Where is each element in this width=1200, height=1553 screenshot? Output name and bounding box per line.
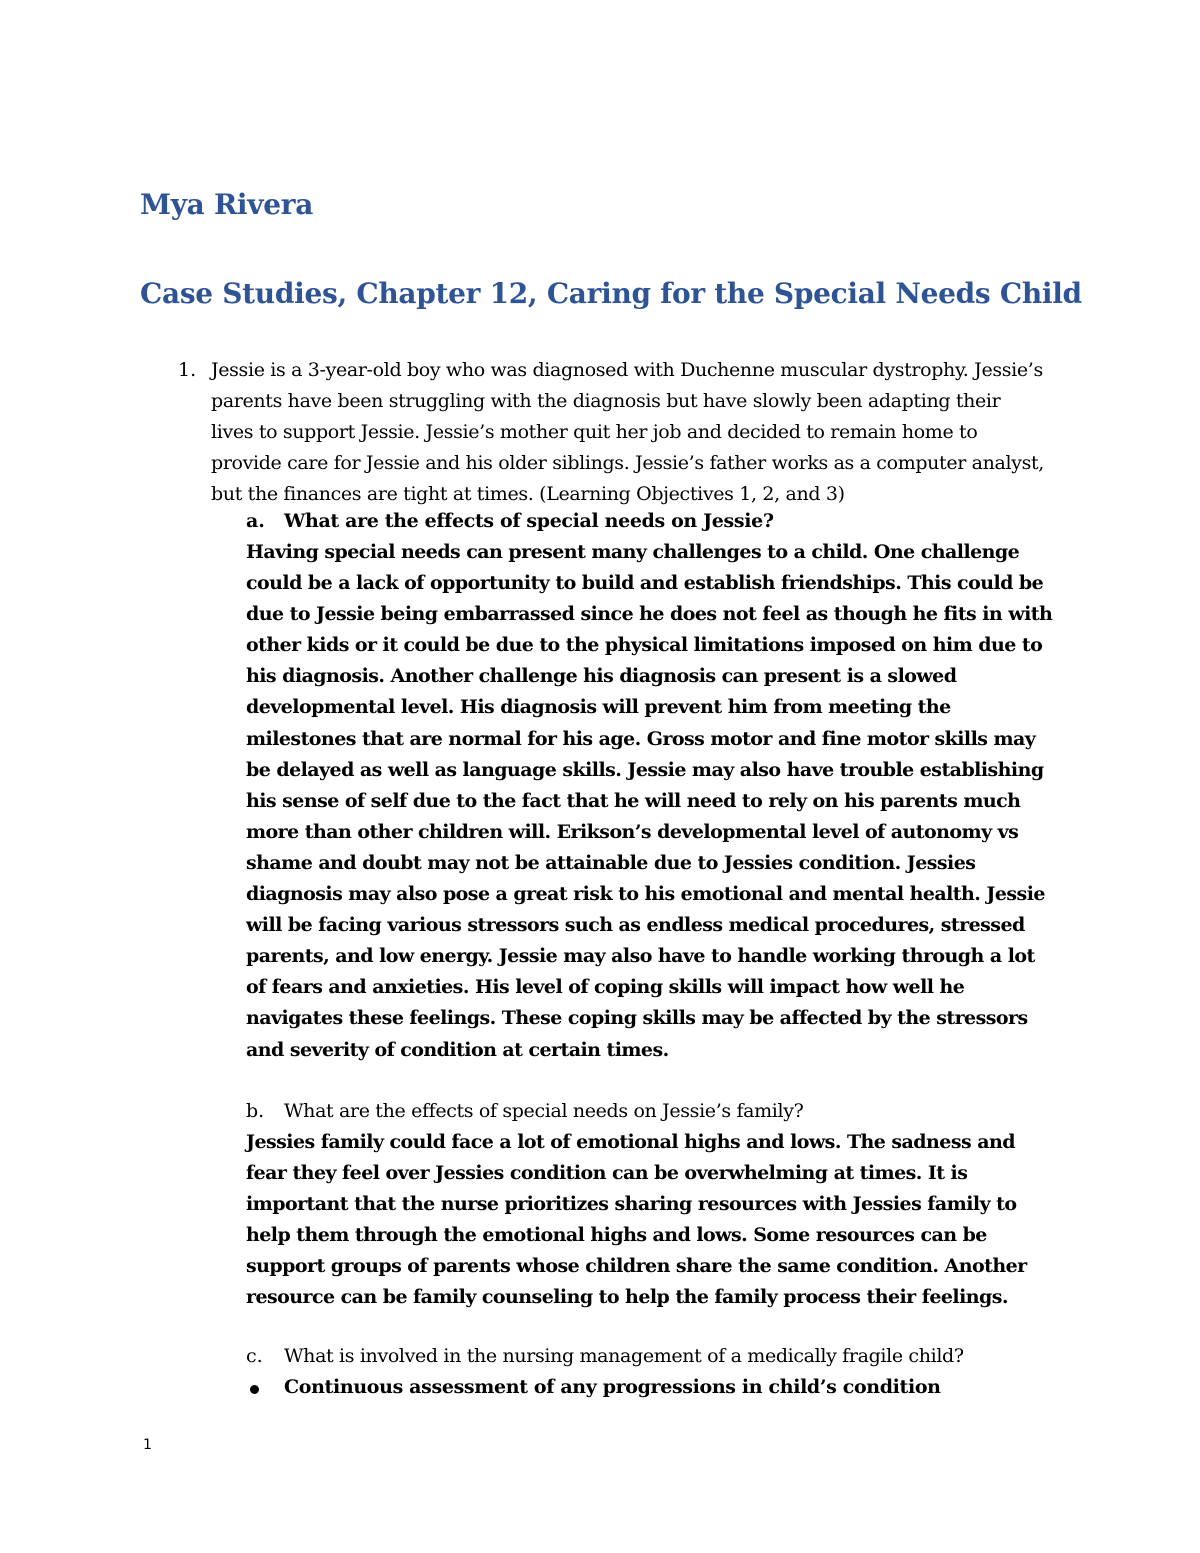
bullet-item: Continuous assessment of any progressions in child’s condition [284,1376,941,1398]
sub-question-c: What is involved in the nursing management of a medically fragile child? [284,1345,964,1367]
question-number: 1. [178,359,197,381]
question-text: Jessie is a 3-year-old boy who was diagnosed with Duchenne muscular dystrophy. Jessie’s parents have been struggling with the diagnosis but have slowly been adapting their lives to support Jessie. Jessie’s mother quit her job and decided to remain home to provide care for Jessie and his older siblings. Jessie’s father works as a computer analyst, but the finances are tight at times. (Learning Objectives 1, 2, and 3) [211,359,1044,505]
bullet-icon [250,1385,259,1394]
sub-question-c-letter: c. [246,1345,263,1367]
author-name: Mya Rivera [140,188,314,221]
sub-question-a-letter: a. [246,510,265,532]
sub-question-a: What are the effects of special needs on Jessie? [284,510,774,532]
answer-b: Jessies family could face a lot of emotional highs and lows. The sadness and fear they feel over Jessies condition can be overwhelming at times. It is important that the nurse prioritizes sharing resources with Jessies family to help them through the emotional highs and lows. Some resources can be support groups of parents whose children share the same condition. Another resource can be family counseling to help the family process their feelings. [246,1131,1027,1309]
document-title: Case Studies, Chapter 12, Caring for the Special Needs Child [140,277,1082,310]
sub-question-b: What are the effects of special needs on Jessie’s family? [284,1100,804,1122]
answer-a: Having special needs can present many challenges to a child. One challenge could be a lack of opportunity to build and establish friendships. This could be due to Jessie being embarrassed since he does not feel as though he fits in with other kids or it could be due to the physical limitations imposed on him due to his diagnosis. Another challenge his diagnosis can present is a slowed developmental level. His diagnosis will prevent him from meeting the milestones that are normal for his age. Gross motor and fine motor skills may be delayed as well as language skills. Jessie may also have trouble establishing his sense of self due to the fact that he will need to rely on his parents much more than other children will. Erikson’s developmental level of autonomy vs shame and doubt may not be attainable due to Jessies condition. Jessies diagnosis may also pose a great risk to his emotional and mental health. Jessie will be facing various stressors such as endless medical procedures, stressed parents, and low energy. Jessie may also have to handle working through a lot of fears and anxieties. His level of coping skills will impact how well he navigates these feelings. These coping skills may be affected by the stressors and severity of condition at certain times. [246,541,1053,1061]
sub-question-b-letter: b. [246,1100,265,1122]
page-number: 1 [143,1437,152,1453]
